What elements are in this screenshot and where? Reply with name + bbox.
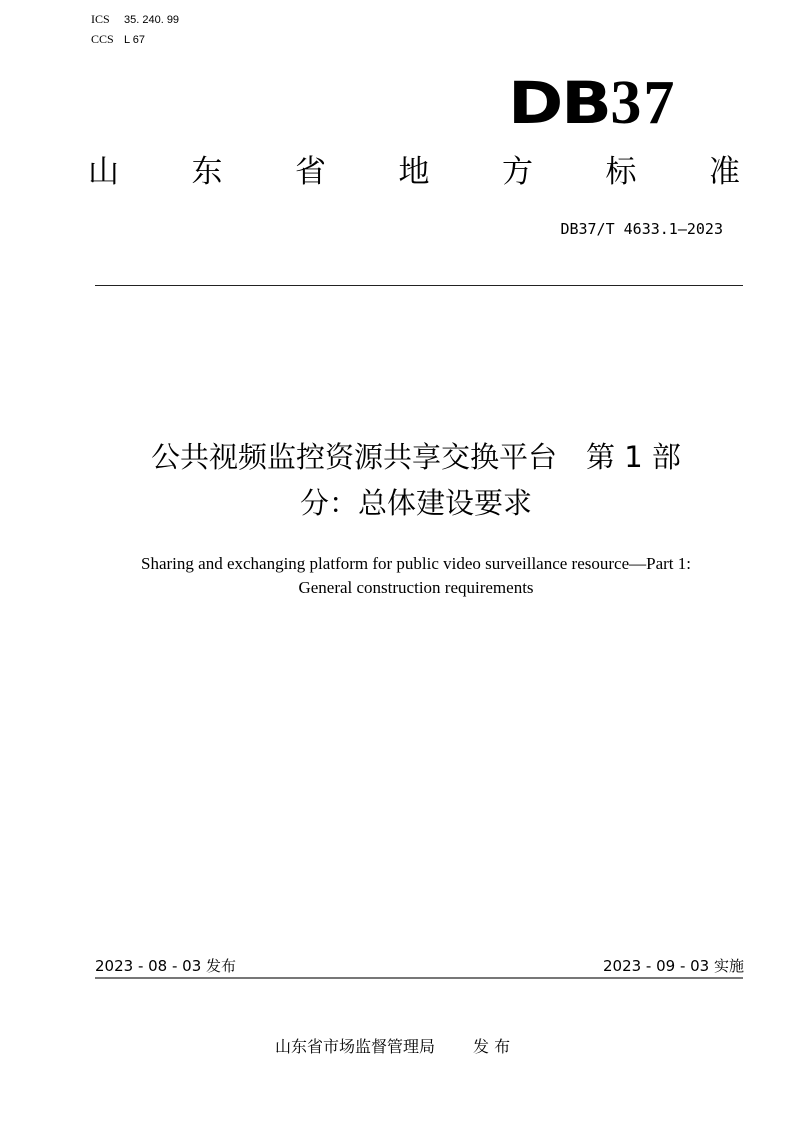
standard-type-heading [88, 152, 740, 192]
ics-value: 35. 240. 99 [124, 14, 180, 26]
english-title [80, 552, 752, 600]
heading-char: 准 [709, 154, 740, 190]
implement-date: 2023 - 09 - 03 实施 [602, 957, 744, 975]
issuer-name: 山东省市场监督管理局 [275, 1037, 436, 1056]
issuer-action: 发 布 [473, 1037, 511, 1056]
heading-char: 山 [88, 154, 119, 190]
ccs-value: L 67 [124, 34, 146, 46]
english-title-line-1: Sharing and exchanging platform for public video surveillance resource—Part 1: [141, 554, 691, 573]
heading-char: 东 [191, 154, 223, 190]
ics-label: ICS [91, 12, 110, 26]
chinese-title-line-2: 分：总体建设要求 [299, 486, 532, 520]
heading-char: 省 [295, 154, 326, 190]
bottom-divider [95, 977, 743, 979]
logo-number: 37 [610, 69, 677, 137]
ccs-code [91, 31, 145, 48]
heading-char: 地 [398, 154, 430, 190]
top-divider [95, 285, 743, 286]
chinese-title-line-1: 公共视频监控资源共享交换平台 第 1 部 [151, 440, 681, 474]
standard-number: DB37/T 4633.1—2023 [560, 220, 723, 238]
heading-char: 方 [502, 154, 533, 190]
publish-date: 2023 - 08 - 03 发布 [95, 957, 237, 975]
logo-letters: DB [508, 69, 610, 137]
db37-logo [508, 68, 677, 137]
english-title-line-2: General construction requirements [298, 578, 534, 597]
heading-char: 标 [605, 154, 637, 190]
chinese-title [80, 434, 752, 526]
ics-code [91, 11, 179, 28]
ccs-label: CCS [91, 32, 114, 46]
issuer [275, 1036, 510, 1058]
